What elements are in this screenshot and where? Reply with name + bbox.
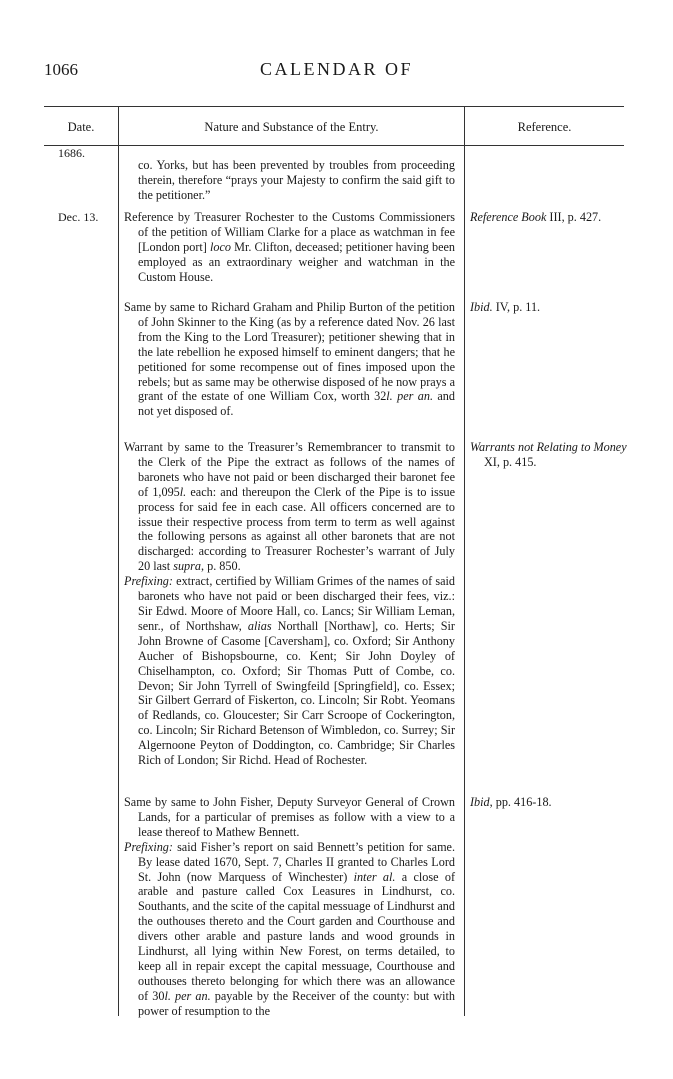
entry-reference	[470, 300, 635, 315]
reference-rest: IV, p. 11.	[492, 300, 541, 314]
prefixing-label: Prefixing:	[124, 839, 173, 854]
entry-continuation: co. Yorks, but has been prevented by troubles from proceeding therein, therefore “prays your Majesty to confirm the said gift to the petitioner.”	[138, 158, 455, 202]
reference-text	[470, 440, 635, 470]
entry-text	[124, 795, 455, 1019]
entry-italic: l. per an.	[164, 988, 211, 1003]
prefixing-text: a close of arable and pasture called Cox Leasures in Lindhurst, co. Southants, and the scite of the capital messuage of Lindhurst and the outhouses thereto and the Court garden and Courthouse and divers other arable and pasture lands and wood grounds in Lindhurst, all lying within New Forest, on terms detailed, to keep all in repair except the capital messuage, Courthouse and outhouses thereto belonging for which there was an allowance of 30	[138, 869, 456, 1003]
page-number: 1066	[44, 60, 78, 79]
prefixing-text: said Fisher’s report on said Bennett’s petition for same. By lease dated 1670, Sept. 7, Charles II granted to Charles Lord St. John (now Marquess of Winchester)	[138, 839, 455, 884]
entry-italic: loco	[209, 239, 231, 254]
entry-italic: alias	[247, 618, 272, 633]
entry-reference	[470, 795, 635, 810]
reference-italic: Reference Book	[470, 210, 547, 224]
entry-paragraph	[124, 440, 455, 574]
entry-text-part: and not yet disposed of.	[138, 389, 455, 419]
entry-text-part: Warrant by same to the Treasurer’s Remembrancer to transmit to the Clerk of the Pipe the extract as follows of the names of baronets who have not paid or been discharged their baronet fee of 1,095	[124, 440, 455, 499]
column-divider-right	[464, 106, 465, 1016]
prefixing-label: Prefixing:	[124, 574, 173, 589]
entry-text-part: Mr. Clifton, deceased; petitioner having been employed as an extraordinary weigher and watchman in the Custom House.	[138, 239, 455, 284]
entry-reference	[470, 210, 635, 225]
entry-prefixing-paragraph	[124, 840, 455, 1019]
reference-text	[470, 300, 635, 315]
reference-rest: III, p. 427.	[546, 210, 602, 224]
reference-italic: Warrants not Relating to Money	[470, 440, 627, 454]
reference-text	[470, 795, 635, 810]
entry-paragraph	[124, 210, 455, 285]
entry-reference	[470, 440, 635, 470]
entry-italic: supra	[173, 559, 201, 574]
reference-text	[470, 210, 635, 225]
prefixing-text: extract, certified by William Grimes of the names of said baronets who have not paid or been discharged their fees, viz.: Sir Edwd. Moore of Moore Hall, co. Lancs; Sir William Leman, senr., of Northshaw,	[138, 574, 455, 633]
reference-rest: , pp. 416-18.	[489, 795, 552, 809]
prefixing-text: payable by the Receiver of the county: but with power of resumption to the	[138, 988, 455, 1018]
reference-rest: XI, p. 415.	[484, 454, 537, 469]
reference-italic: Ibid	[470, 795, 490, 809]
entry-text	[124, 300, 455, 419]
entry-text	[124, 158, 455, 203]
column-header-nature: Nature and Substance of the Entry.	[204, 120, 379, 134]
entry-italic: inter al.	[353, 869, 396, 884]
entry-paragraph	[124, 795, 455, 840]
prefixing-text: Northall [Northaw], co. Herts; Sir John Browne of Casome [Caversham], co. Oxford; Sir Anthony Aucher of Bishopsbourne, co. Kent; Sir John Doyley of Chiselhampton, co. Oxford; Sir Thomas Putt of Combe, co. Devon; Sir John Tyrrell of Swingfeild [Springfield], co. Essex; Sir Gilbert Gerrard of Fiskerton, co. Lincoln; Sir Robt. Yeomans of Redlands, co. Gloucester; Sir Carr Scroope of Cockerington, co. Lincoln; Sir Richard Betenson of Wimbledon, co. Surrey; Sir Algernoone Peyton of Doddington, co. Cambridge; Sir Charles Rich of London; Sir Richd. Head of Rochester.	[138, 618, 455, 768]
column-header-reference: Reference.	[517, 120, 572, 134]
entry-date: 1686.	[58, 146, 85, 160]
entry-text-part: Same by same to John Fisher, Deputy Surveyor General of Crown Lands, for a particular of premises as follow with a view to a lease thereof to Mathew Bennett.	[124, 795, 455, 839]
entry-text-part: Same by same to Richard Graham and Philip Burton of the petition of John Skinner to the King (as by a reference dated Nov. 26 last from the King to the Lord Treasurer); petitioner shewing that in the late rebellion he exposed himself to eminent dangers; that he petitioned for some recompense out of fines imposed upon the rebels; but as same may be otherwise disposed of he now prays a grant of the estate of one William Cox, worth 32	[124, 300, 455, 404]
entry-paragraph	[124, 300, 455, 419]
entry-text-part: each: and thereupon the Clerk of the Pipe is to issue process for said fee in each case. All officers concerned are to issue their respective process from term to term as well against the following persons as against all other baronets that are not discharged: according to Treasurer Rochester’s warrant of July 20 last	[138, 484, 455, 574]
entry-text	[124, 440, 455, 768]
entry-italic: l. per an.	[386, 389, 433, 404]
entry-text-part: , p. 850.	[201, 559, 241, 574]
entry-italic: l.	[179, 484, 187, 499]
reference-italic: Ibid.	[470, 300, 493, 314]
entry-date: Dec. 13.	[58, 210, 99, 224]
running-title: CALENDAR OF	[259, 59, 413, 79]
column-divider-left	[118, 106, 119, 1016]
table-top-rule	[44, 106, 624, 107]
table-header-rule	[44, 145, 624, 146]
entry-text	[124, 210, 455, 285]
column-header-date: Date.	[67, 120, 95, 134]
entry-prefixing-paragraph	[124, 574, 455, 768]
entry-text-part: Reference by Treasurer Rochester to the Customs Commissioners of the petition of William Clarke for a place as watchman in fee [London port]	[124, 210, 455, 254]
